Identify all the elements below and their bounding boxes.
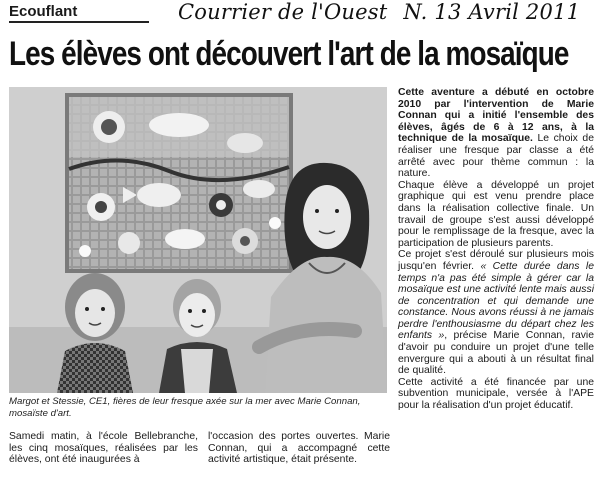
section-rule (9, 21, 149, 23)
article-headline: Les élèves ont découvert l'art de la mosaïque (9, 35, 569, 73)
paragraph-3-rest: , précise Marie Connan, ravie d'avoir pu conduire un projet d'une telle envergure qui a abouti à un résultat final de qualité. (398, 330, 595, 377)
masthead-date: N. 13 Avril 2011 (403, 0, 581, 24)
paragraph-1 (398, 87, 594, 180)
caption-line-2: mosaïste d'art. (9, 408, 72, 419)
paragraph-4: Cette activité a été financée par une subvention municipale, versée à l'APE pour la réalisation d'un projet éducatif. (398, 376, 594, 412)
handwritten-masthead (178, 0, 598, 26)
photo-illustration (9, 87, 387, 393)
lead-paragraph-col2: l'occasion des portes ouvertes. Marie Connan, qui a accompagné cette activité artistique, était présente. (208, 431, 390, 466)
photo-caption (9, 396, 387, 420)
paragraph-2: Chaque élève a développé un projet graphique qui est venu prendre place dans la réalisation collective finale. Un travail de groupe s'est aussi développé pour le remplissage de la fresque, avec la participation de plusieurs parents. (398, 179, 594, 249)
mosaic-fresco (65, 93, 293, 273)
paragraph-1-bold: Cette aventure a débuté en octobre 2010 par l'intervention de Marie Connan qui a initié l'ensemble des élèves, âgés de 6 à 12 ans, à la technique de la mosaïque. (398, 87, 594, 145)
section-label: Ecouflant (9, 3, 78, 20)
paragraph-3-intro: Ce projet s'est déroulé sur plusieurs mois jusqu'en février. (398, 249, 594, 272)
lead-paragraph-col1: Samedi matin, à l'école Bellebranche, les cinq mosaïques, réalisées par les élèves, ont été inaugurées à (9, 431, 198, 466)
paragraph-3 (398, 249, 594, 377)
article-photo (9, 87, 387, 393)
article-right-column (398, 87, 594, 412)
paragraph-3-quote: « Cette durée dans le temps n'a pas été simple à gérer car la mosaïque est une activité lente mais aussi de concentration et qui demande une constance. Nous avons réussi à ne jamais perdre l'enthousiasme du départ chez les enfants » (398, 260, 594, 342)
caption-line-1: Margot et Stessie, CE1, fières de leur fresque axée sur la mer avec Marie Connan, (9, 396, 361, 407)
paragraph-1-rest: Le choix de réaliser une fresque par classe a été arrêté avec pour thème commun : la nature. (398, 133, 594, 180)
masthead-paper-name: Courrier de l'Ouest (178, 0, 388, 24)
